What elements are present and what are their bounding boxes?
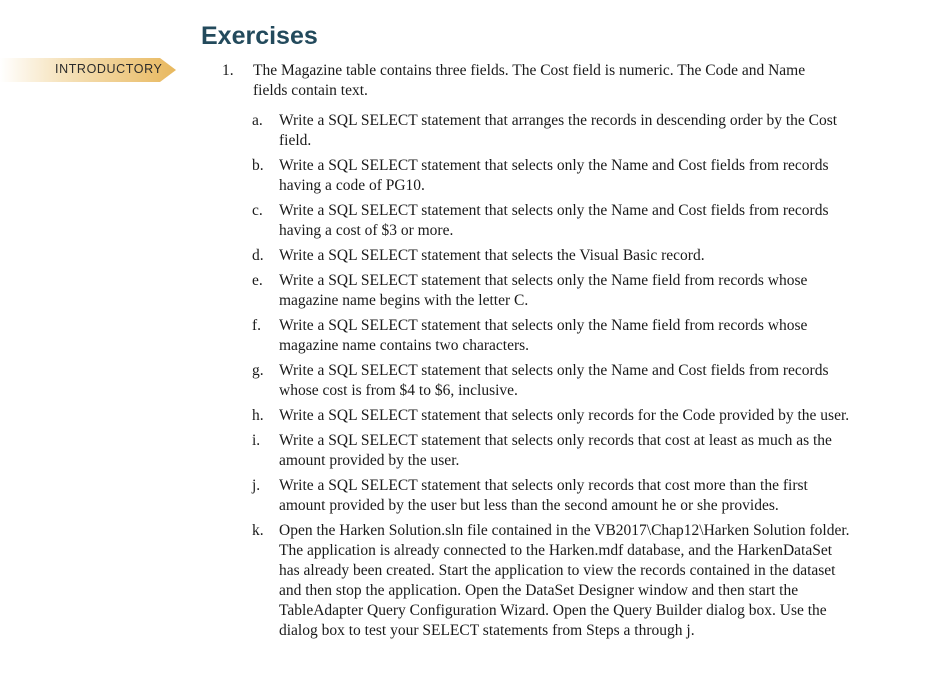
- item-letter: e.: [252, 272, 263, 289]
- exercise-item-e: [222, 271, 854, 311]
- exercise-item-h: [222, 406, 854, 426]
- item-letter: h.: [252, 407, 264, 424]
- exercise-item-c: [222, 201, 854, 241]
- item-text: Write a SQL SELECT statement that selects only the Name and Cost fields from records whose cost is from $4 to $6, inclusive.: [279, 362, 829, 399]
- exercise-item-f: [222, 316, 854, 356]
- item-letter: c.: [252, 202, 263, 219]
- item-letter: f.: [252, 317, 262, 334]
- exercise-item-j: [222, 476, 854, 516]
- item-text: Write a SQL SELECT statement that selects only the Name field from records whose magazine name contains two characters.: [279, 317, 808, 354]
- item-text: Write a SQL SELECT statement that selects only records that cost more than the first amount provided by the user but less than the second amount he or she provides.: [279, 477, 808, 514]
- item-text: Write a SQL SELECT statement that selects only records that cost at least as much as the amount provided by the user.: [279, 432, 832, 469]
- exercise-items: [222, 111, 872, 641]
- item-text: Write a SQL SELECT statement that selects only the Name and Cost fields from records having a code of PG10.: [279, 157, 829, 194]
- item-text: Write a SQL SELECT statement that selects the Visual Basic record.: [279, 247, 705, 264]
- exercise-item-i: [222, 431, 854, 471]
- exercise-item-k: [222, 521, 854, 641]
- item-letter: b.: [252, 157, 264, 174]
- exercise-intro: The Magazine table contains three fields. The Cost field is numeric. The Code and Name fields contain text.: [253, 62, 806, 99]
- item-text: Write a SQL SELECT statement that selects only the Name field from records whose magazine name begins with the letter C.: [279, 272, 808, 309]
- item-letter: a.: [252, 112, 263, 129]
- level-tag-label: INTRODUCTORY: [55, 62, 163, 76]
- exercise-item-a: [222, 111, 854, 151]
- item-text: Write a SQL SELECT statement that selects only records for the Code provided by the user.: [279, 407, 850, 424]
- item-text: Open the Harken Solution.sln file contained in the VB2017\Chap12\Harken Solution folder. The application is already connected to the Harken.mdf database, and the HarkenDataSet has already been created. Start the application to view the records contained in the dataset and then stop the application. Open the DataSet Designer window and then start the TableAdapter Query Configuration Wizard. Open the Query Builder dialog box. Use the dialog box to test your SELECT statements from Steps a through j.: [279, 522, 850, 639]
- item-letter: j.: [252, 477, 261, 494]
- level-tag: [0, 58, 176, 82]
- item-text: Write a SQL SELECT statement that selects only the Name and Cost fields from records having a cost of $3 or more.: [279, 202, 829, 239]
- exercise-item-d: [222, 246, 854, 266]
- exercise-number: 1.: [222, 62, 234, 79]
- exercise-1: [222, 61, 872, 646]
- item-letter: k.: [252, 522, 264, 539]
- item-letter: g.: [252, 362, 264, 379]
- item-letter: d.: [252, 247, 264, 264]
- page-heading: Exercises: [201, 22, 318, 50]
- item-letter: i.: [252, 432, 261, 449]
- exercise-item-b: [222, 156, 854, 196]
- item-text: Write a SQL SELECT statement that arranges the records in descending order by the Cost field.: [279, 112, 838, 149]
- exercise-item-g: [222, 361, 854, 401]
